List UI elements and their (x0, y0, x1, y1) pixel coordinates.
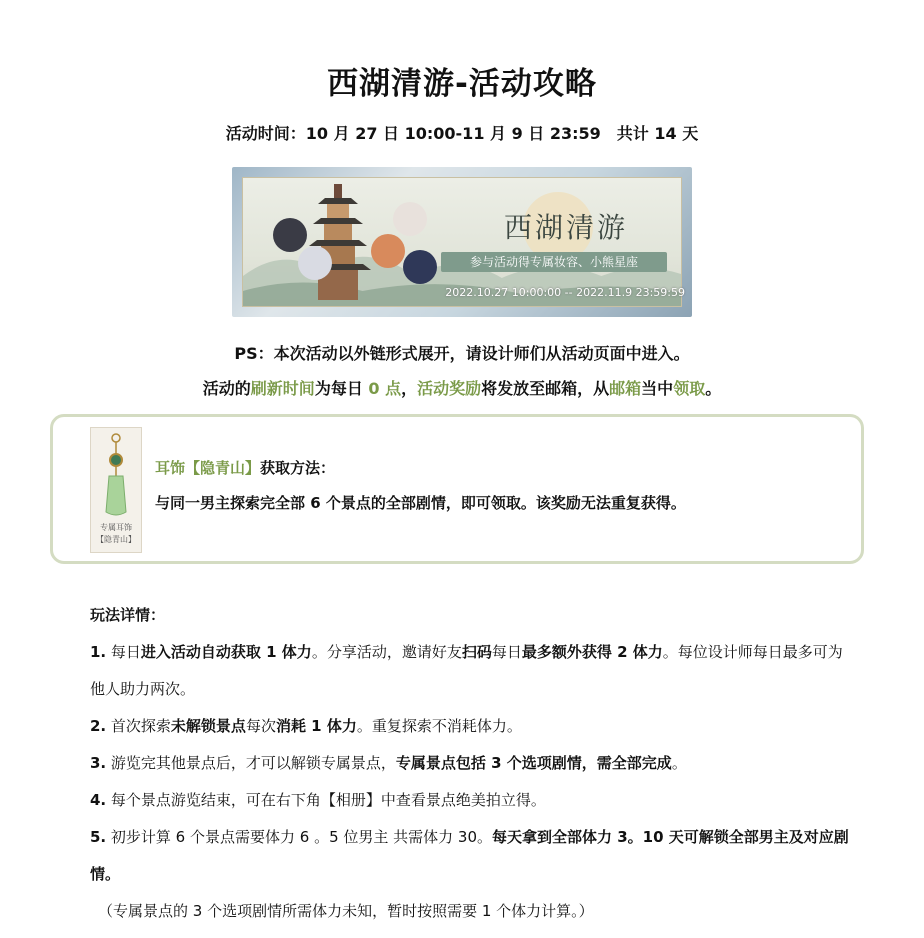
item-text: 游览完其他景点后，才可以解锁专属景点， (106, 754, 396, 772)
item-bold: 扫码 (461, 643, 492, 661)
character-icon (273, 218, 307, 252)
item-bold: 未解锁景点 (170, 717, 246, 735)
refresh-highlight: 领取 (673, 379, 706, 398)
item-text: 每次 (245, 717, 276, 735)
item-number: 4. (90, 791, 107, 809)
detail-item-4 (90, 782, 850, 819)
item-bold: 专属景点包括 3 个选项剧情，需全部完成 (395, 754, 672, 772)
refresh-highlight: 活动奖励 (417, 379, 482, 398)
reward-title (155, 457, 335, 478)
item-number: 2. (90, 717, 107, 735)
item-text: 。分享活动，邀请好友 (311, 643, 462, 661)
earring-image (90, 427, 142, 553)
banner-artwork (242, 177, 685, 307)
earring-image-label: 【隐青山】 (96, 535, 136, 544)
character-icon (403, 250, 437, 284)
character-icon (393, 202, 427, 236)
earring-image-label: 专属耳饰 (100, 523, 132, 532)
detail-item-5 (90, 819, 850, 893)
earring-icon (91, 428, 141, 518)
item-text: 每个景点游览结束，可在右下角【相册】中查看景点绝美拍立得。 (106, 791, 546, 809)
item-text: 每日 (106, 643, 141, 661)
refresh-text: 当中 (641, 379, 674, 398)
reward-name: 耳饰【隐青山】 (155, 459, 261, 477)
refresh-text: 为每日 (314, 379, 363, 398)
item-number: 5. (90, 828, 107, 846)
item-bold: 进入活动自动获取 1 体力 (140, 643, 312, 661)
detail-item-2 (90, 708, 850, 745)
item-bold: 最多额外获得 2 体力 (521, 643, 663, 661)
gameplay-details (90, 604, 850, 930)
banner-title: 西湖清游 (503, 211, 628, 244)
event-time: 活动时间：10 月 27 日 10:00-11 月 9 日 23:59 共计 14 天 (225, 124, 699, 143)
refresh-text: 。 (705, 379, 722, 398)
item-bold: 消耗 1 体力 (275, 717, 357, 735)
refresh-text: 活动的 (202, 379, 251, 398)
detail-item-3 (90, 745, 850, 782)
item-text: 每日 (491, 643, 522, 661)
item-number: 3. (90, 754, 107, 772)
page-title: 西湖清游-活动攻略 (327, 66, 597, 102)
reward-box (50, 414, 864, 564)
refresh-text: 将发放至邮箱，从 (481, 379, 610, 398)
pagoda-icon (303, 184, 373, 300)
item-number: 1. (90, 643, 107, 661)
reward-description: 与同一男主探索完全部 6 个景点的全部剧情，即可领取。该奖励无法重复获得。 (155, 494, 686, 512)
details-heading: 玩法详情： (90, 606, 166, 624)
item-text: 首次探索 (106, 717, 171, 735)
ps-note: PS：本次活动以外链形式展开，请设计师们从活动页面中进入。 (234, 344, 690, 363)
refresh-highlight: 邮箱 (609, 379, 642, 398)
refresh-highlight: 刷新时间 (250, 379, 315, 398)
banner-subtitle: 参与活动得专属妆容、小熊星座 (441, 252, 667, 272)
refresh-highlight: 0 点 (362, 379, 402, 398)
item-bold: 每天拿到全部体力 3。10 天可解锁全部男主及对应剧情。 (90, 828, 849, 883)
item-text: 初步计算 6 个景点需要体力 6 。5 位男主 共需体力 30。 (106, 828, 493, 846)
character-icon (298, 246, 332, 280)
item-text: 。每位设计师每日最多可为他人助力两次。 (90, 643, 843, 698)
item-text: 。重复探索不消耗体力。 (356, 717, 522, 735)
item-text: 。 (671, 754, 687, 772)
character-icon (371, 234, 405, 268)
reward-method-label: 获取方法： (260, 459, 336, 477)
detail-item-1 (90, 634, 850, 708)
detail-note: （专属景点的 3 个选项剧情所需体力未知，暂时按照需要 1 个体力计算。） (98, 902, 594, 920)
refresh-note (0, 376, 924, 399)
refresh-text: ， (401, 379, 418, 398)
banner-date: 2022.10.27 10:00:00 -- 2022.11.9 23:59:59 (445, 286, 685, 299)
event-banner (232, 167, 692, 317)
